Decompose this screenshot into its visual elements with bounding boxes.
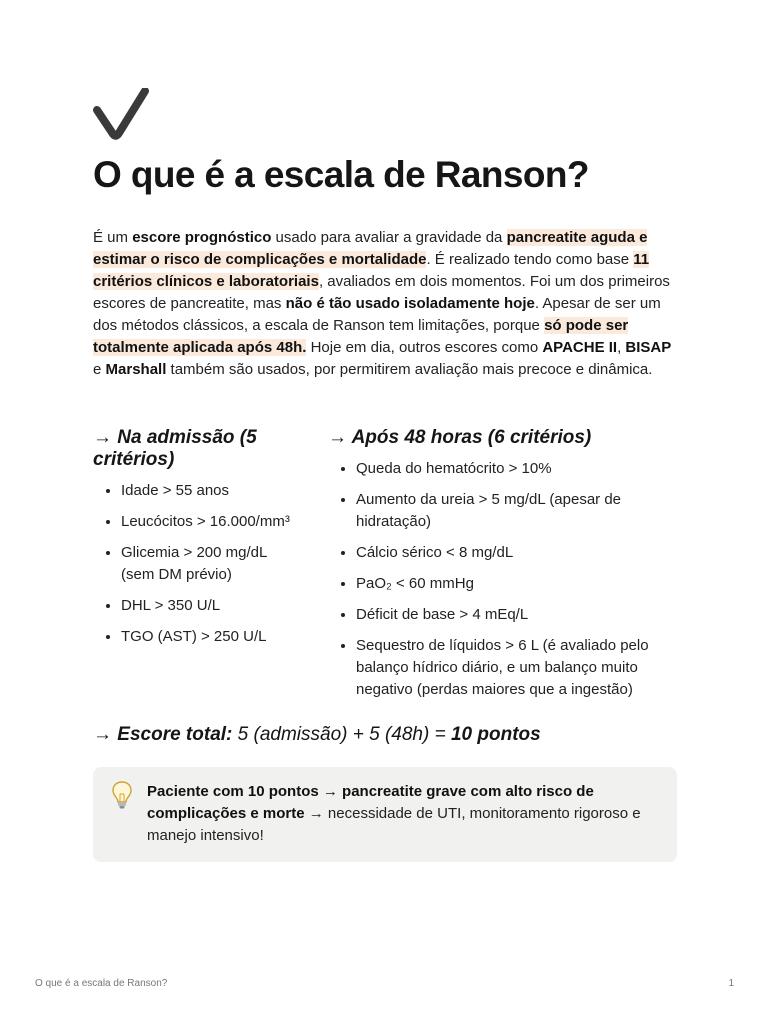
admission-criteria-list [93, 480, 298, 648]
callout-box [93, 767, 677, 862]
checkmark-icon [93, 88, 149, 140]
list-item: • Cálcio sérico < 8 mg/dL [356, 542, 678, 564]
list-item: • Glicemia > 200 mg/dL (sem DM prévio) [121, 542, 298, 586]
list-item: • Leucócitos > 16.000/mm³ [121, 511, 298, 533]
admission-column [93, 427, 298, 657]
callout-text: Paciente com 10 pontos → pancreatite grave com alto risco de complicações e morte → necessidade de UTI, monitoramento rigoroso e manejo intensivo! [147, 783, 641, 844]
list-item: • Déficit de base > 4 mEq/L [356, 604, 678, 626]
lightbulb-icon [110, 780, 134, 810]
after-48h-criteria-list [328, 458, 678, 701]
list-item: • Queda do hematócrito > 10% [356, 458, 678, 480]
intro-paragraph: É um escore prognóstico usado para avaliar a gravidade da pancreatite aguda e estimar o risco de complicações e mortalidade. É realizado tendo como base 11 critérios clínicos e laboratoriais, avaliados em dois momentos. Foi um dos primeiros escores de pancreatite, mas não é tão usado isoladamente hoje. Apesar de ser um dos métodos clássicos, a escala de Ranson tem limitações, porque só pode ser totalmente aplicada após 48h. Hoje em dia, outros escores como APACHE II, BISAP e Marshall também são usados, por permitirem avaliação mais precoce e dinâmica. [93, 229, 672, 378]
page-number: 1 [728, 978, 734, 989]
list-item: • DHL > 350 U/L [121, 595, 298, 617]
total-result: 10 pontos [450, 724, 541, 745]
list-item: • Idade > 55 anos [121, 480, 298, 502]
page-title: O que é a escala de Ranson? [93, 154, 589, 195]
list-item: • Sequestro de líquidos > 6 L (é avaliado pelo balanço hídrico diário, e um balanço muito negativo (perdas maiores que a ingestão) [356, 635, 678, 701]
after-48h-column [328, 427, 678, 710]
admission-heading: → Na admissão (5 critérios) [93, 427, 257, 470]
list-item: • Aumento da ureia > 5 mg/dL (apesar de hidratação) [356, 489, 678, 533]
total-score-line: → Escore total: 5 (admissão) + 5 (48h) = 10 pontos [93, 724, 541, 745]
footer-title: O que é a escala de Ranson? [35, 978, 168, 989]
list-item: • TGO (AST) > 250 U/L [121, 626, 298, 648]
after-48h-heading: → Após 48 horas (6 critérios) [328, 427, 592, 448]
list-item: • PaO₂ < 60 mmHg [356, 573, 678, 595]
total-label: Escore total: [117, 724, 233, 745]
